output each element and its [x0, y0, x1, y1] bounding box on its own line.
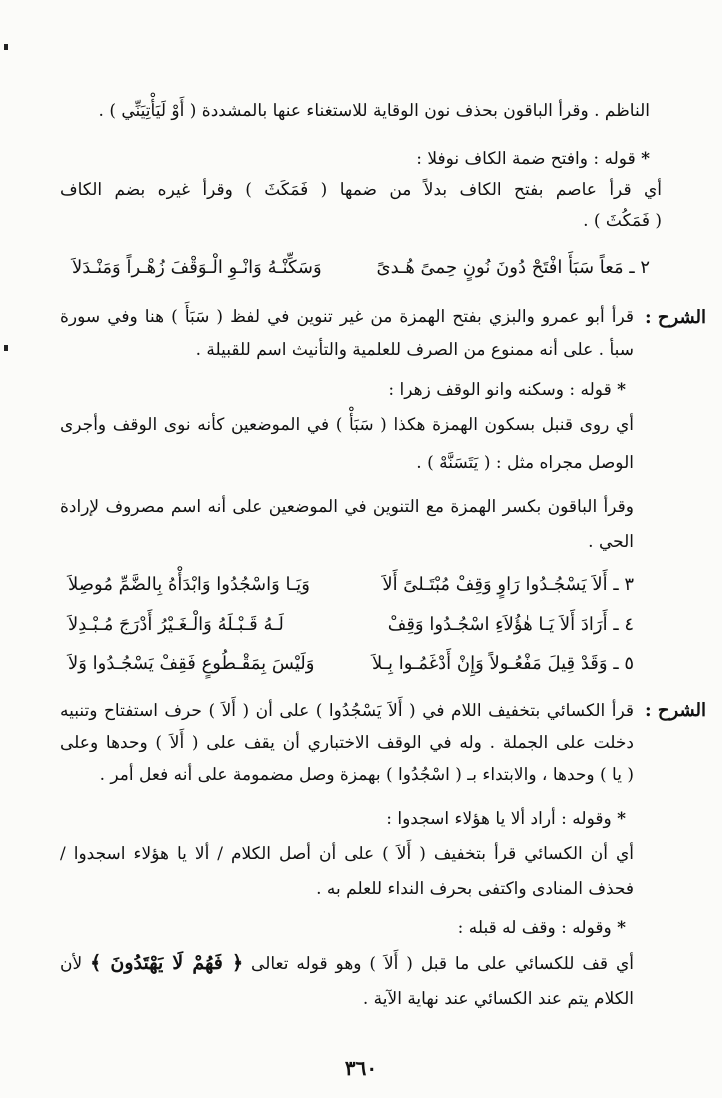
note-heading-text: قوله : وسكنه وانو الوقف زهرا : — [388, 380, 612, 400]
note-heading — [416, 146, 650, 172]
sharh-label: الشرح : — [644, 700, 706, 721]
quran-verse: ﴿ فَهُمْ لَا يَهْتَدُونَ ﴾ — [90, 952, 244, 974]
note-heading-text: وقوله : وقف له قبله : — [457, 918, 612, 938]
verse-left-hemistich: وَلَيْسَ بِمَقْـطُوعٍ فَقِفْ يَسْجُـدُوا وَلاَ — [68, 653, 315, 674]
paragraph-line: ( يا ) وحدها ، والابتداء بـ ( اسْجُدُوا ) بهمزة وصل مضمومة على أنه فعل أمر . — [99, 765, 634, 785]
margin-mark — [4, 44, 8, 50]
verse-left-hemistich: وَيَـا وَاسْجُدُوا وَابْدَأْهُ بِالضَّمِّ مُوصِلاَ — [68, 574, 310, 595]
paragraph-line: وقرأ الباقون بكسر الهمزة مع التنوين في الموضعين على أنه اسم مصروف لإرادة — [60, 497, 634, 517]
note-heading-text: وقوله : أراد ألا يا هؤلاء اسجدوا : — [386, 809, 612, 829]
star-icon: * — [617, 809, 626, 829]
paragraph-line: سبأ . على أنه ممنوع من الصرف للعلمية والتأنيث اسم للقبيلة . — [195, 340, 634, 360]
paragraph-line: أي قرأ عاصم بفتح الكاف بدلاً من ضمها ( فَمَكَثَ ) وقرأ غيره بضم الكاف — [60, 180, 662, 200]
paragraph-line — [60, 950, 634, 977]
margin-mark — [4, 345, 8, 351]
page-number: ٣٦٠ — [344, 1056, 378, 1080]
verse-right-hemistich: ٤ ـ أَرَادَ أَلاَ يَـا هٰؤُلاَءِ اسْجُـدُوا وَقِفْ — [387, 614, 634, 635]
verse-right-hemistich: ٣ ـ أَلاَ يَسْجُـدُوا رَاوٍ وَقِفْ مُبْتَـلىً أَلاَ — [382, 574, 634, 595]
paragraph-line: ( فَمَكُثَ ) . — [583, 211, 662, 231]
note-heading-text: قوله : وافتح ضمة الكاف نوفلا : — [416, 149, 636, 169]
note-heading — [388, 377, 626, 403]
paragraph-line: الحي . — [588, 532, 634, 552]
paragraph-line: دخلت على الجملة . وله في الوقف الاختباري أن يقف على ( أَلاَ ) وحدها وعلى — [60, 733, 634, 753]
text-span: أي قف للكسائي على ما قبل ( أَلاَ ) وهو قوله تعالى — [251, 954, 634, 974]
note-heading — [386, 806, 626, 832]
verse-right-hemistich: ٢ ـ مَعاً سَبَأَ افْتَحْ دُونَ نُونٍ حِمىً هُـدىً — [376, 257, 650, 278]
star-icon: * — [617, 918, 626, 938]
star-icon: * — [641, 149, 650, 169]
paragraph-line: الناظم . وقرأ الباقون بحذف نون الوقاية للاستغناء عنها بالمشددة ( أَوْ لَيَأْتِيَنِّي ) . — [98, 101, 650, 121]
paragraph-line: قرأ الكسائي بتخفيف اللام في ( أَلاَ يَسْجُدُوا ) على أن ( أَلاَ ) حرف استفتاح وتنبيه — [60, 701, 634, 721]
paragraph-line: فحذف المنادى واكتفى بحرف النداء للعلم به . — [316, 879, 634, 899]
verse-left-hemistich: لَـهُ قَـبْـلَهُ وَالْـغَـيْرُ أَدْرَجَ مُـبْـدِلاَ — [68, 614, 284, 635]
note-heading — [458, 915, 626, 941]
star-icon: * — [617, 380, 626, 400]
text-span: لأن — [60, 954, 83, 974]
paragraph-line: الوصل مجراه مثل : ( يَتَسَنَّهْ ) . — [416, 453, 634, 473]
sharh-label: الشرح : — [644, 307, 706, 328]
paragraph-line: قرأ أبو عمرو والبزي بفتح الهمزة من غير تنوين في لفظ ( سَبَأَ ) هنا وفي سورة — [60, 307, 634, 327]
paragraph-line: الكلام يتم عند الكسائي عند نهاية الآية . — [362, 989, 634, 1009]
paragraph-line: أي أن الكسائي قرأ بتخفيف ( أَلاَ ) على أن أصل الكلام / ألا يا هؤلاء اسجدوا / — [60, 844, 634, 864]
paragraph-line: أي روى قنبل بسكون الهمزة هكذا ( سَبَأْ ) في الموضعين كأنه نوى الوقف وأجرى — [60, 415, 634, 435]
verse-left-hemistich: وَسَكِّنْـهُ وَانْـوِ الْـوَقْفَ زُهْـراً وَمَنْـدَلاَ — [72, 257, 322, 278]
verse-right-hemistich: ٥ ـ وَقَدْ قِيلَ مَفْعُـولاً وَإِنْ أَدْغَمُـوا بِـلاَ — [371, 653, 634, 674]
